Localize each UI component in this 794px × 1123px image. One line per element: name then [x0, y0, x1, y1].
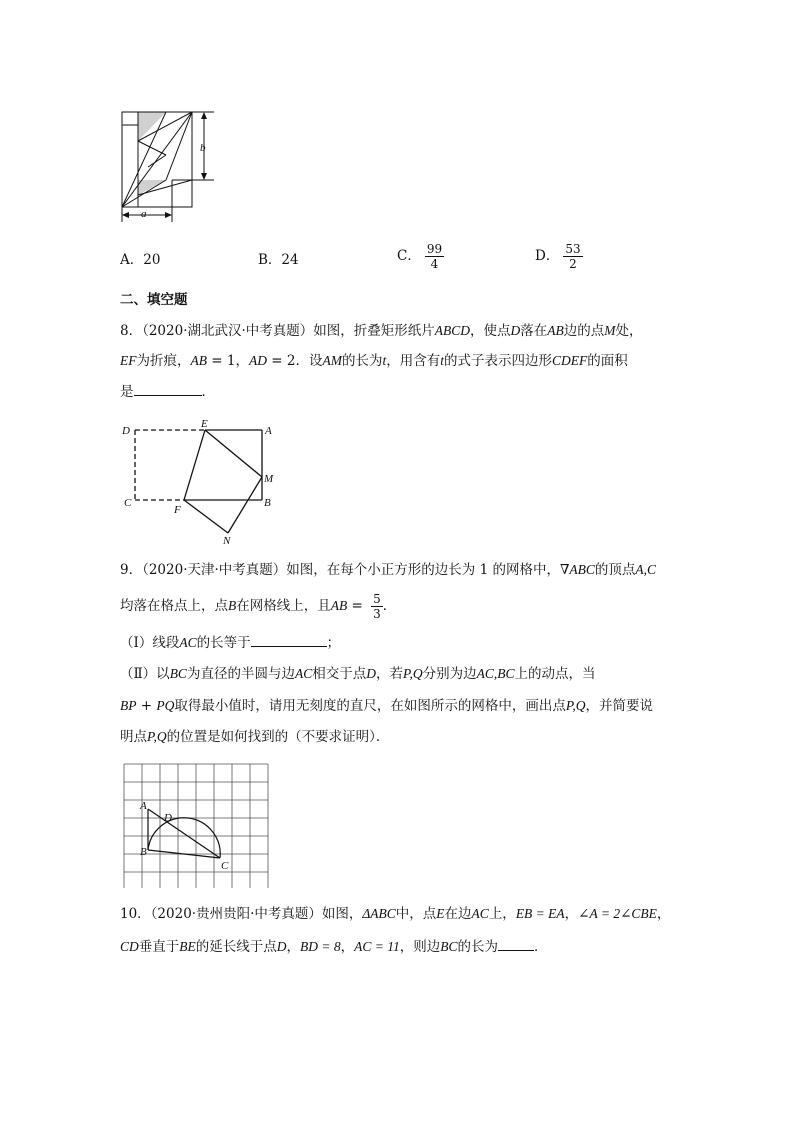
fraction-ab: $\frac{5}{3}$ — [373, 592, 381, 621]
semicircle — [148, 818, 220, 858]
q8-line-1: 8．（2020·湖北武汉·中考真题）如图，折叠矩形纸片ABCD，使点D落在AB边的点M处， — [120, 323, 643, 339]
q9-line-1: 9．（2020·天津·中考真题）如图，在每个小正方形的边长为 1 的网格中，∇ABC的顶点A,C — [120, 562, 657, 578]
q9-line-3: （Ⅰ）线段AC的长等于 ； — [120, 632, 340, 653]
grid — [124, 764, 268, 888]
label-B: B — [140, 846, 147, 858]
fraction-d: $\frac{53}{2}$ — [565, 242, 581, 271]
figure-q8 — [118, 420, 288, 545]
q10-line-1: 10．（2020·贵州贵阳·中考真题）如图，ΔABC中，点E在边AC上，EB = EA，∠A = 2∠CBE， — [120, 906, 671, 922]
q9-line-4: （Ⅱ）以BC为直径的半圆与边AC相交于点D，若P,Q分别为边AC,BC上的动点，当 — [120, 666, 596, 682]
label-a: a — [141, 208, 147, 220]
label-F: F — [174, 504, 181, 516]
option-d[interactable]: D． $\frac{53}{2}$ — [535, 242, 581, 271]
label-D: D — [122, 425, 130, 437]
q9-line-2: 均落在格点上，点B在网格线上，且AB = $\frac{5}{3}$ ． — [120, 592, 397, 621]
label-A: A — [265, 425, 272, 437]
fraction-c: $\frac{99}{4}$ — [426, 242, 443, 271]
q10-line-2: CD垂直于BE的延长线于点D，BD = 8，AC = 11，则边BC的长为 ． — [120, 936, 548, 957]
label-C: C — [124, 497, 132, 509]
label-B: B — [264, 497, 271, 509]
label-E: E — [201, 420, 208, 430]
label-b: b — [200, 142, 206, 154]
section-title: 二、填空题 — [120, 292, 188, 308]
figure-q9-grid — [120, 760, 272, 888]
label-A: A — [140, 800, 147, 812]
label-M: M — [264, 473, 274, 485]
answer-blank-q9[interactable] — [251, 632, 327, 647]
label-C: C — [221, 860, 229, 872]
q8-line-2: EF为折痕，AB = 1，AD = 2．设AM的长为t，用含有t的式子表示四边形CDEF的面积 — [120, 353, 628, 369]
option-a[interactable]: A．20 — [120, 252, 161, 268]
answer-blank-q8[interactable] — [134, 381, 202, 396]
q9-line-5: BP + PQ取得最小值时，请用无刻度的直尺，在如图所示的网格中，画出点P,Q，并简要说 — [120, 698, 654, 714]
option-c[interactable]: C． $\frac{99}{4}$ — [397, 242, 443, 271]
label-D: D — [164, 812, 172, 824]
label-N: N — [223, 535, 231, 545]
shaded-triangle-top — [138, 112, 166, 141]
q8-line-3: 是 ． — [120, 381, 215, 402]
figure-q7 — [118, 105, 228, 225]
q9-line-6: 明点P,Q的位置是如何找到的（不要求证明）． — [120, 729, 390, 745]
option-b[interactable]: B．24 — [258, 252, 299, 268]
answer-blank-q10[interactable] — [498, 936, 534, 951]
